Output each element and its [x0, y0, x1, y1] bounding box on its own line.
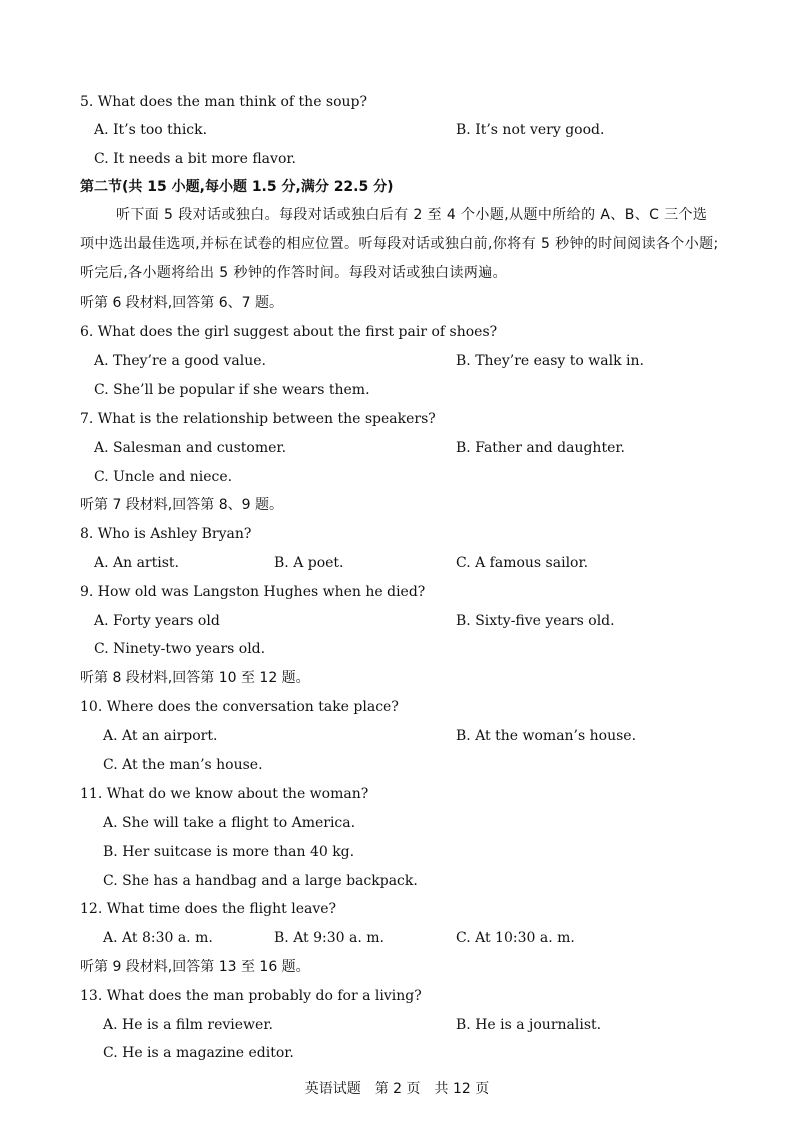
- question-12-stem: 12. What time does the flight leave?: [80, 901, 337, 917]
- question-6-stem: 6. What does the girl suggest about the first pair of shoes?: [80, 324, 498, 340]
- question-5-stem: 5. What does the man think of the soup?: [80, 94, 368, 110]
- question-12-option-b: B. At 9:30 a. m.: [274, 930, 384, 946]
- question-11-option-b: B. Her suitcase is more than 40 kg.: [103, 844, 355, 860]
- question-8-option-a: A. An artist.: [94, 555, 179, 571]
- page-footer: 英语试题 第 2 页 共 12 页: [304, 1081, 490, 1097]
- question-6-option-a: A. They’re a good value.: [94, 353, 266, 369]
- question-9-option-b: B. Sixty-five years old.: [456, 613, 615, 629]
- question-6-option-b: B. They’re easy to walk in.: [456, 353, 644, 369]
- question-9-option-a: A. Forty years old: [94, 613, 220, 629]
- question-13-option-a: A. He is a film reviewer.: [103, 1017, 273, 1033]
- question-10-option-a: A. At an airport.: [103, 728, 218, 744]
- question-6-option-c: C. She’ll be popular if she wears them.: [94, 382, 370, 398]
- question-7-option-a: A. Salesman and customer.: [94, 440, 287, 456]
- question-9-stem: 9. How old was Langston Hughes when he died?: [80, 584, 426, 600]
- material-9-note: 听第 9 段材料,回答第 13 至 16 题。: [80, 959, 310, 975]
- question-5-option-c: C. It needs a bit more flavor.: [94, 151, 296, 167]
- question-5-option-b: B. It’s not very good.: [456, 122, 605, 138]
- material-6-note: 听第 6 段材料,回答第 6、7 题。: [80, 295, 283, 311]
- question-11-option-c: C. She has a handbag and a large backpack.: [103, 873, 418, 889]
- question-10-option-b: B. At the woman’s house.: [456, 728, 637, 744]
- question-8-option-b: B. A poet.: [274, 555, 344, 571]
- section-2-instructions: 听下面 5 段对话或独白。每段对话或独白后有 2 至 4 个小题,从题中所给的 A、B、C 三个选项中选出最佳选项,并标在试卷的相应位置。听每段对话或独白前,你将有 5 秒钟的时间阅读各个小题;听完后,各小题将给出 5 秒钟的作答时间。每段对话或独白读两遍。: [80, 207, 719, 281]
- question-13-option-b: B. He is a journalist.: [456, 1017, 602, 1033]
- question-11-stem: 11. What do we know about the woman?: [80, 786, 369, 802]
- question-8-option-c: C. A famous sailor.: [456, 555, 589, 571]
- question-11-option-a: A. She will take a flight to America.: [103, 815, 356, 831]
- question-7-option-c: C. Uncle and niece.: [94, 469, 233, 485]
- question-8-stem: 8. Who is Ashley Bryan?: [80, 526, 252, 542]
- question-9-option-c: C. Ninety-two years old.: [94, 641, 266, 657]
- question-5-option-a: A. It’s too thick.: [94, 122, 208, 138]
- question-13-stem: 13. What does the man probably do for a living?: [80, 988, 422, 1004]
- question-7-stem: 7. What is the relationship between the speakers?: [80, 411, 436, 427]
- question-12-option-a: A. At 8:30 a. m.: [103, 930, 213, 946]
- section-2-heading: 第二节(共 15 小题,每小题 1.5 分,满分 22.5 分): [80, 179, 394, 195]
- question-10-stem: 10. Where does the conversation take place?: [80, 699, 399, 715]
- question-10-option-c: C. At the man’s house.: [103, 757, 263, 773]
- question-13-option-c: C. He is a magazine editor.: [103, 1045, 294, 1061]
- material-7-note: 听第 7 段材料,回答第 8、9 题。: [80, 497, 283, 513]
- question-7-option-b: B. Father and daughter.: [456, 440, 625, 456]
- material-8-note: 听第 8 段材料,回答第 10 至 12 题。: [80, 670, 310, 686]
- question-12-option-c: C. At 10:30 a. m.: [456, 930, 575, 946]
